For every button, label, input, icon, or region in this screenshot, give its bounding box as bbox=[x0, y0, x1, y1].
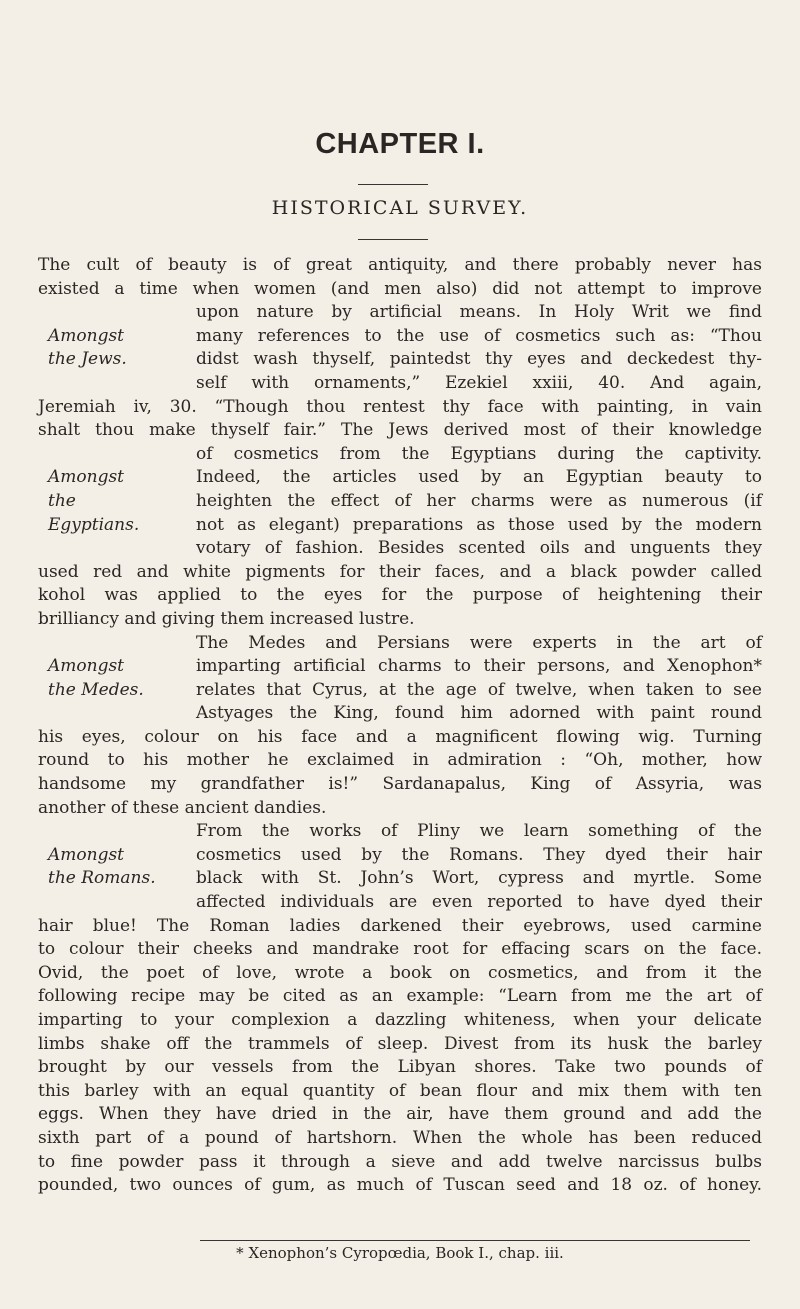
line-text: handsome my grandfather is!” Sardanapalus, King of Assyria, was bbox=[38, 774, 762, 795]
text-line bbox=[38, 632, 762, 656]
text-line bbox=[38, 490, 762, 514]
line-text: relates that Cyrus, at the age of twelve, when taken to see bbox=[196, 679, 762, 700]
text-line bbox=[38, 915, 762, 939]
line-text: not as elegant) preparations as those used by the modern bbox=[196, 514, 762, 535]
line-text: cosmetics used by the Romans. They dyed their hair bbox=[196, 844, 762, 865]
line-text: The cult of beauty is of great antiquity, and there probably never has bbox=[38, 255, 762, 275]
line-text: black with St. John’s Wort, cypress and myrtle. Some bbox=[196, 868, 762, 889]
line-text: following recipe may be cited as an example: “Learn from me the art of bbox=[38, 986, 762, 1007]
line-text: The Medes and Persians were experts in the art of bbox=[196, 632, 762, 653]
text-line bbox=[38, 1080, 762, 1104]
line-text: limbs shake off the trammels of sleep. Divest from its husk the barley bbox=[38, 1033, 762, 1054]
line-text: of cosmetics from the Egyptians during the captivity. bbox=[196, 443, 762, 464]
line-text: imparting to your complexion a dazzling whiteness, when your delicate bbox=[38, 1010, 762, 1030]
margin-note: the Medes. bbox=[48, 679, 144, 700]
margin-note: the bbox=[48, 490, 76, 511]
text-line bbox=[38, 254, 762, 278]
text-line bbox=[38, 278, 762, 302]
line-text: upon nature by artificial means. In Holy Writ we find bbox=[196, 302, 762, 323]
text-line bbox=[38, 537, 762, 561]
text-line bbox=[38, 1009, 762, 1033]
text-line bbox=[38, 466, 762, 490]
line-text: existed a time when women (and men also) did not attempt to improve bbox=[38, 278, 762, 299]
text-line bbox=[38, 325, 762, 349]
text-line bbox=[38, 797, 762, 821]
margin-note: Amongst bbox=[48, 844, 125, 865]
line-text: heighten the effect of her charms were as numerous (if bbox=[196, 490, 762, 511]
text-line bbox=[38, 844, 762, 868]
chapter-heading: CHAPTER I. bbox=[315, 128, 485, 160]
margin-note: the Romans. bbox=[48, 868, 156, 889]
line-text: brilliancy and giving them increased lustre. bbox=[38, 608, 415, 629]
text-line bbox=[38, 702, 762, 726]
footnote: * Xenophon’s Cyropœdia, Book I., chap. iii. bbox=[236, 1244, 564, 1262]
body-text bbox=[38, 254, 762, 1198]
line-text: Indeed, the articles used by an Egyptian beauty to bbox=[196, 467, 762, 488]
line-text: imparting artificial charms to their persons, and Xenophon* bbox=[196, 656, 762, 677]
line-text: brought by our vessels from the Libyan shores. Take two pounds of bbox=[38, 1057, 762, 1078]
text-line bbox=[38, 655, 762, 679]
line-text: kohol was applied to the eyes for the purpose of heightening their bbox=[38, 585, 762, 606]
line-text: affected individuals are even reported to have dyed their bbox=[196, 892, 762, 913]
text-line bbox=[38, 348, 762, 372]
text-line bbox=[38, 1033, 762, 1057]
text-line bbox=[38, 561, 762, 585]
margin-note: Egyptians. bbox=[48, 514, 140, 535]
heading-rule bbox=[358, 184, 428, 185]
line-text: hair blue! The Roman ladies darkened their eyebrows, used carmine bbox=[38, 915, 762, 936]
line-text: shalt thou make thyself fair.” The Jews derived most of their knowledge bbox=[38, 420, 762, 441]
text-line bbox=[38, 891, 762, 915]
text-line bbox=[38, 608, 762, 632]
text-line bbox=[38, 1056, 762, 1080]
line-text: didst wash thyself, paintedst thy eyes and deckedest thy- bbox=[196, 349, 762, 370]
line-text: votary of fashion. Besides scented oils and unguents they bbox=[196, 538, 762, 559]
line-text: another of these ancient dandies. bbox=[38, 797, 327, 818]
text-line bbox=[38, 443, 762, 467]
line-text: used red and white pigments for their faces, and a black powder called bbox=[38, 561, 762, 582]
text-line bbox=[38, 1127, 762, 1151]
text-line bbox=[38, 962, 762, 986]
line-text: sixth part of a pound of hartshorn. When the whole has been reduced bbox=[38, 1127, 762, 1148]
text-line bbox=[38, 419, 762, 443]
line-text: From the works of Pliny we learn something of the bbox=[196, 821, 762, 842]
line-text: round to his mother he exclaimed in admiration : “Oh, mother, how bbox=[38, 750, 762, 771]
text-line bbox=[38, 584, 762, 608]
line-text: this barley with an equal quantity of bean flour and mix them with ten bbox=[38, 1080, 762, 1101]
text-line bbox=[38, 301, 762, 325]
text-line bbox=[38, 1174, 762, 1198]
line-text: Astyages the King, found him adorned with paint round bbox=[196, 703, 762, 724]
line-text: self with ornaments,” Ezekiel xxiii, 40. And again, bbox=[196, 372, 762, 393]
line-text: Ovid, the poet of love, wrote a book on cosmetics, and from it the bbox=[38, 962, 762, 983]
margin-note: Amongst bbox=[48, 325, 125, 346]
text-line bbox=[38, 867, 762, 891]
line-text: to fine powder pass it through a sieve and add twelve narcissus bulbs bbox=[38, 1151, 762, 1172]
line-text: to colour their cheeks and mandrake root for effacing scars on the face. bbox=[38, 939, 762, 960]
line-text: pounded, two ounces of gum, as much of Tuscan seed and 18 oz. of honey. bbox=[38, 1175, 762, 1196]
text-line bbox=[38, 679, 762, 703]
text-line bbox=[38, 938, 762, 962]
text-line bbox=[38, 726, 762, 750]
footnote-rule bbox=[200, 1240, 750, 1241]
line-text: Jeremiah iv, 30. “Though thou rentest thy face with painting, in vain bbox=[38, 396, 762, 417]
line-text: eggs. When they have dried in the air, have them ground and add the bbox=[38, 1104, 762, 1125]
line-text: many references to the use of cosmetics such as: “Thou bbox=[196, 325, 762, 346]
text-line bbox=[38, 773, 762, 797]
line-text: his eyes, colour on his face and a magnificent flowing wig. Turning bbox=[38, 726, 762, 747]
text-line bbox=[38, 396, 762, 420]
text-line bbox=[38, 1151, 762, 1175]
section-title: HISTORICAL SURVEY. bbox=[271, 197, 529, 219]
text-line bbox=[38, 749, 762, 773]
margin-note: Amongst bbox=[48, 467, 125, 488]
text-line bbox=[38, 514, 762, 538]
text-line bbox=[38, 372, 762, 396]
title-rule bbox=[358, 239, 428, 240]
text-line bbox=[38, 985, 762, 1009]
margin-note: the Jews. bbox=[48, 349, 127, 370]
text-line bbox=[38, 1103, 762, 1127]
text-line bbox=[38, 820, 762, 844]
margin-note: Amongst bbox=[48, 656, 125, 677]
